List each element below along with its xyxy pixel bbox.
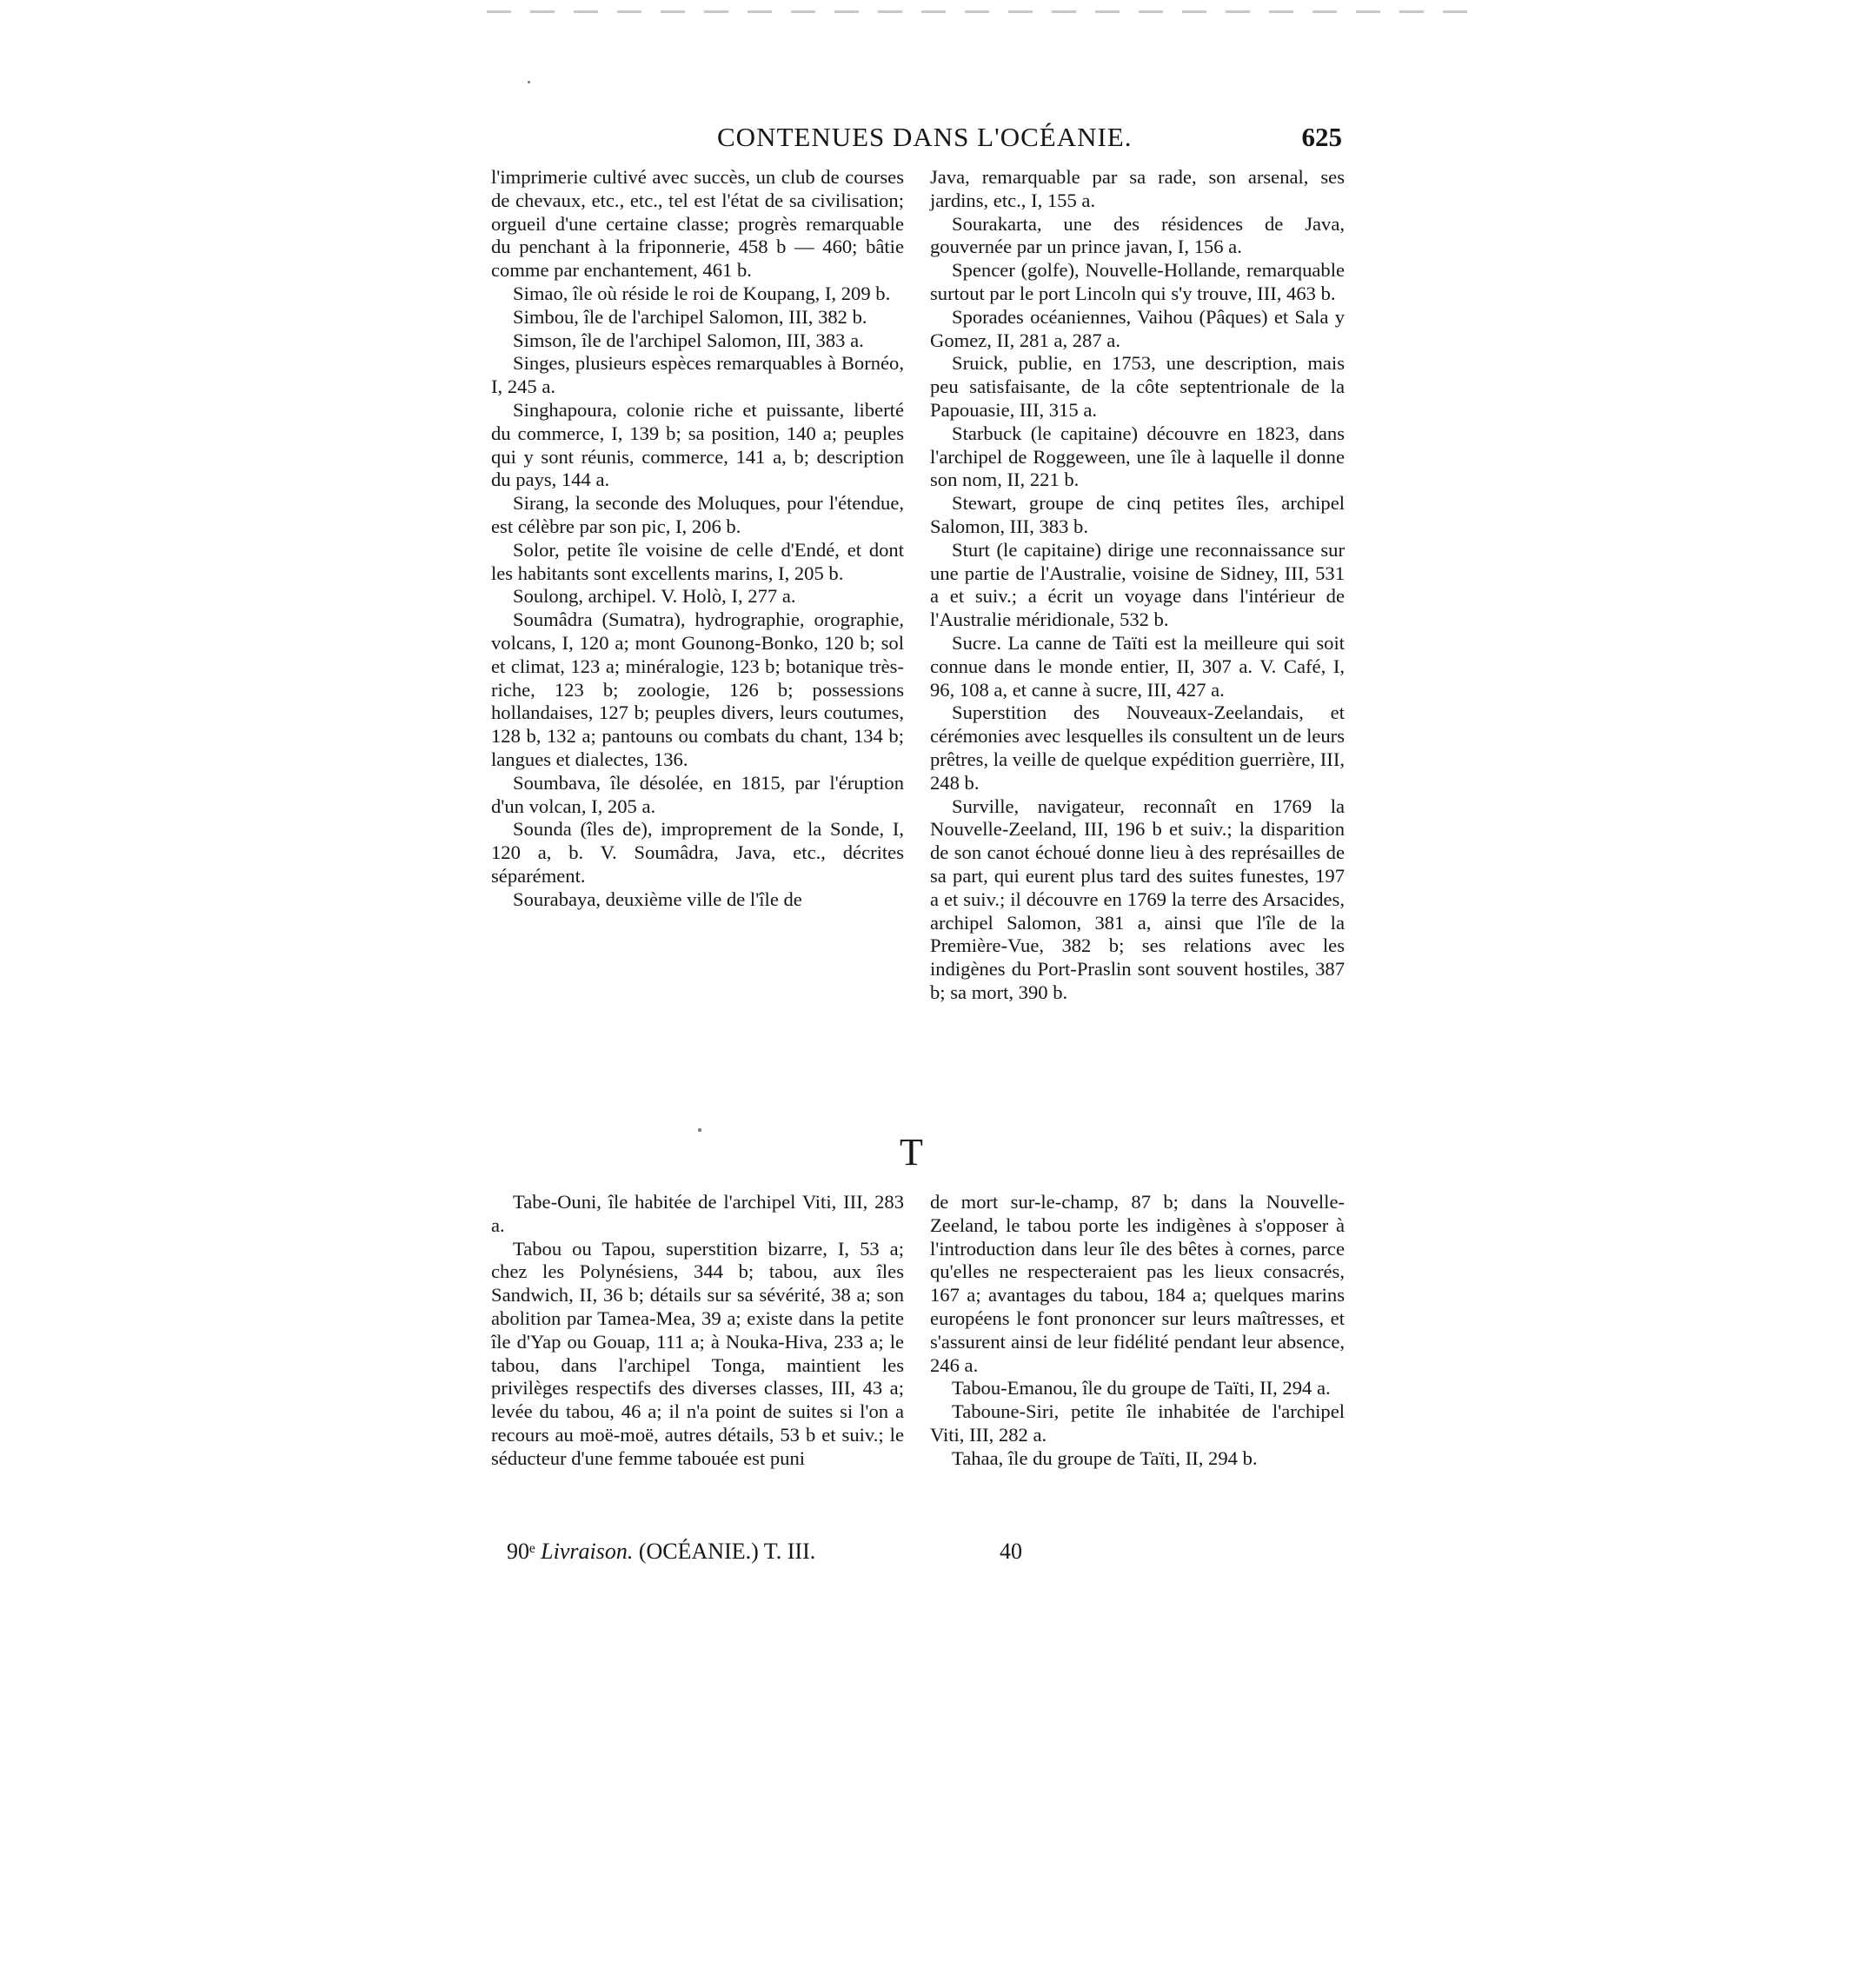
- top-edge-rule: [487, 10, 1486, 13]
- running-title: CONTENUES DANS L'OCÉANIE.: [717, 122, 1133, 152]
- index-entry: Soulong, archipel. V. Holò, I, 277 a.: [513, 585, 796, 608]
- index-entry: Superstition des Nouveaux-Zeelandais, et cérémonies avec lesquelles ils consultent un de leurs prêtres, la veille de quelque expédition guerrière, III, 248 b.: [930, 701, 1345, 794]
- index-entry: Soumbava, île désolée, en 1815, par l'éruption d'un volcan, I, 205 a.: [491, 771, 904, 817]
- index-entry: Simbou, île de l'archipel Salomon, III, 382 b.: [513, 305, 867, 328]
- scan-speck: [528, 81, 530, 83]
- index-column-lower-right: [930, 1191, 1345, 1471]
- index-entry: Java, remarquable par sa rade, son arsenal, ses jardins, etc., I, 155 a.: [930, 166, 1345, 211]
- index-entry: de mort sur-le-champ, 87 b; dans la Nouvelle-Zeeland, le tabou porte les indigènes à s'opposer à l'introduction dans leur île des bêtes à cornes, parce qu'elles ne respecteraient pas les lieux consacrés, 167 a; avantages du tabou, 184 a; quelques marins européens le font prononcer sur leurs maîtresses, et s'assurent ainsi de leur fidélité pendant leur absence, 246 a.: [930, 1191, 1345, 1376]
- index-entry: Sporades océaniennes, Vaihou (Pâques) et Sala y Gomez, II, 281 a, 287 a.: [930, 305, 1345, 351]
- index-entry: Taboune-Siri, petite île inhabitée de l'archipel Viti, III, 282 a.: [930, 1400, 1345, 1446]
- signature-number: 90ᵉ: [507, 1539, 535, 1564]
- index-entry: Sirang, la seconde des Moluques, pour l'étendue, est célèbre par son pic, I, 206 b.: [491, 492, 904, 537]
- page-footer: [491, 1539, 1347, 1568]
- index-entry: Simson, île de l'archipel Salomon, III, 383 a.: [513, 329, 864, 351]
- scan-speck: [698, 1128, 701, 1132]
- index-entry: Spencer (golfe), Nouvelle-Hollande, remarquable surtout par le port Lincoln qui s'y trouve, III, 463 b.: [930, 259, 1345, 304]
- index-entry: Sourakarta, une des résidences de Java, gouvernée par un prince javan, I, 156 a.: [930, 212, 1345, 258]
- index-entry: Sounda (îles de), improprement de la Sonde, I, 120 a, b. V. Soumâdra, Java, etc., décrites séparément.: [491, 818, 904, 887]
- index-entry: Tahaa, île du groupe de Taïti, II, 294 b.: [952, 1446, 1258, 1469]
- printer-signature: [507, 1539, 815, 1565]
- signature-word: Livraison.: [541, 1539, 634, 1564]
- index-entry: Stewart, groupe de cinq petites îles, archipel Salomon, III, 383 b.: [930, 492, 1345, 537]
- index-entry: Sturt (le capitaine) dirige une reconnaissance sur une partie de l'Australie, voisine de Sidney, III, 531 a et suiv.; a écrit un voyage dans l'intérieur de l'Australie méridionale, 532 b.: [930, 538, 1345, 631]
- sheet-number: 40: [1000, 1539, 1022, 1564]
- index-entry: Surville, navigateur, reconnaît en 1769 la Nouvelle-Zeeland, III, 196 b et suiv.; la disparition de son canot échoué donne lieu à des représailles de sa part, qui eurent plus tard des suites funestes, 197 a et suiv.; il découvre en 1769 la terre des Arsacides, archipel Salomon, 381 a, ainsi que l'île de la Première-Vue, 382 b; ses relations avec les indigènes du Port-Praslin sont souvent hostiles, 387 b; sa mort, 390 b.: [930, 795, 1345, 1003]
- index-column-upper-right: [930, 166, 1345, 1005]
- index-entry: l'imprimerie cultivé avec succès, un club de courses de chevaux, etc., etc., tel est l'état de sa civilisation; orgueil d'une certaine classe; progrès remarquable du penchant à la friponnerie, 458 b — 460; bâtie comme par enchantement, 461 b.: [491, 166, 904, 282]
- index-entry: Starbuck (le capitaine) découvre en 1823, dans l'archipel de Roggeween, une île à laquelle il donne son nom, II, 221 b.: [930, 422, 1345, 491]
- index-entry: Tabou ou Tapou, superstition bizarre, I, 53 a; chez les Polynésiens, 344 b; tabou, aux îles Sandwich, II, 36 b; détails sur sa sévérité, 38 a; son abolition par Tamea-Mea, 39 a; existe dans la petite île d'Yap ou Gouap, 111 a; à Nouka-Hiva, 233 a; le tabou, dans l'archipel Tonga, maintient les privilèges respectifs des diverses classes, III, 43 a; levée du tabou, 46 a; il n'a point de suites si l'on a recours au moë-moë, autres détails, 53 b et suiv.; le séducteur d'une femme tabouée est puni: [491, 1237, 904, 1469]
- index-entry: Simao, île où réside le roi de Koupang, I, 209 b.: [513, 282, 891, 304]
- running-header: [491, 122, 1347, 160]
- signature-rest: (OCÉANIE.) T. III.: [638, 1539, 816, 1564]
- index-column-lower-left: [491, 1191, 904, 1471]
- index-entry: Sucre. La canne de Taïti est la meilleure qui soit connue dans le monde entier, II, 307 a. V. Café, I, 96, 108 a, et canne à sucre, III, 427 a.: [930, 631, 1345, 701]
- section-letter: T: [900, 1131, 923, 1174]
- index-entry: Singes, plusieurs espèces remarquables à Bornéo, I, 245 a.: [491, 352, 904, 398]
- index-entry: Solor, petite île voisine de celle d'Endé, et dont les habitants sont excellents marins, I, 205 b.: [491, 538, 904, 584]
- index-entry: Sourabaya, deuxième ville de l'île de: [513, 888, 802, 910]
- index-entry: Tabe-Ouni, île habitée de l'archipel Viti, III, 283 a.: [491, 1191, 904, 1236]
- index-entry: Soumâdra (Sumatra), hydrographie, orographie, volcans, I, 120 a; mont Gounong-Bonko, 120 b; sol et climat, 123 a; minéralogie, 123 b; botanique très-riche, 123 b; zoologie, 126 b; possessions hollandaises, 127 b; peuples divers, leurs coutumes, 128 b, 132 a; pantouns ou combats du chant, 134 b; langues et dialectes, 136.: [491, 608, 904, 770]
- index-entry: Tabou-Emanou, île du groupe de Taïti, II, 294 a.: [952, 1377, 1331, 1400]
- index-entry: Sruick, publie, en 1753, une description, mais peu satisfaisante, de la côte septentrionale de la Papouasie, III, 315 a.: [930, 352, 1345, 421]
- index-entry: Singhapoura, colonie riche et puissante, liberté du commerce, I, 139 b; sa position, 140 a; peuples qui y sont réunis, commerce, 141 a, b; description du pays, 144 a.: [491, 398, 904, 491]
- index-column-upper-left: [491, 166, 904, 912]
- page-number: 625: [1301, 122, 1342, 152]
